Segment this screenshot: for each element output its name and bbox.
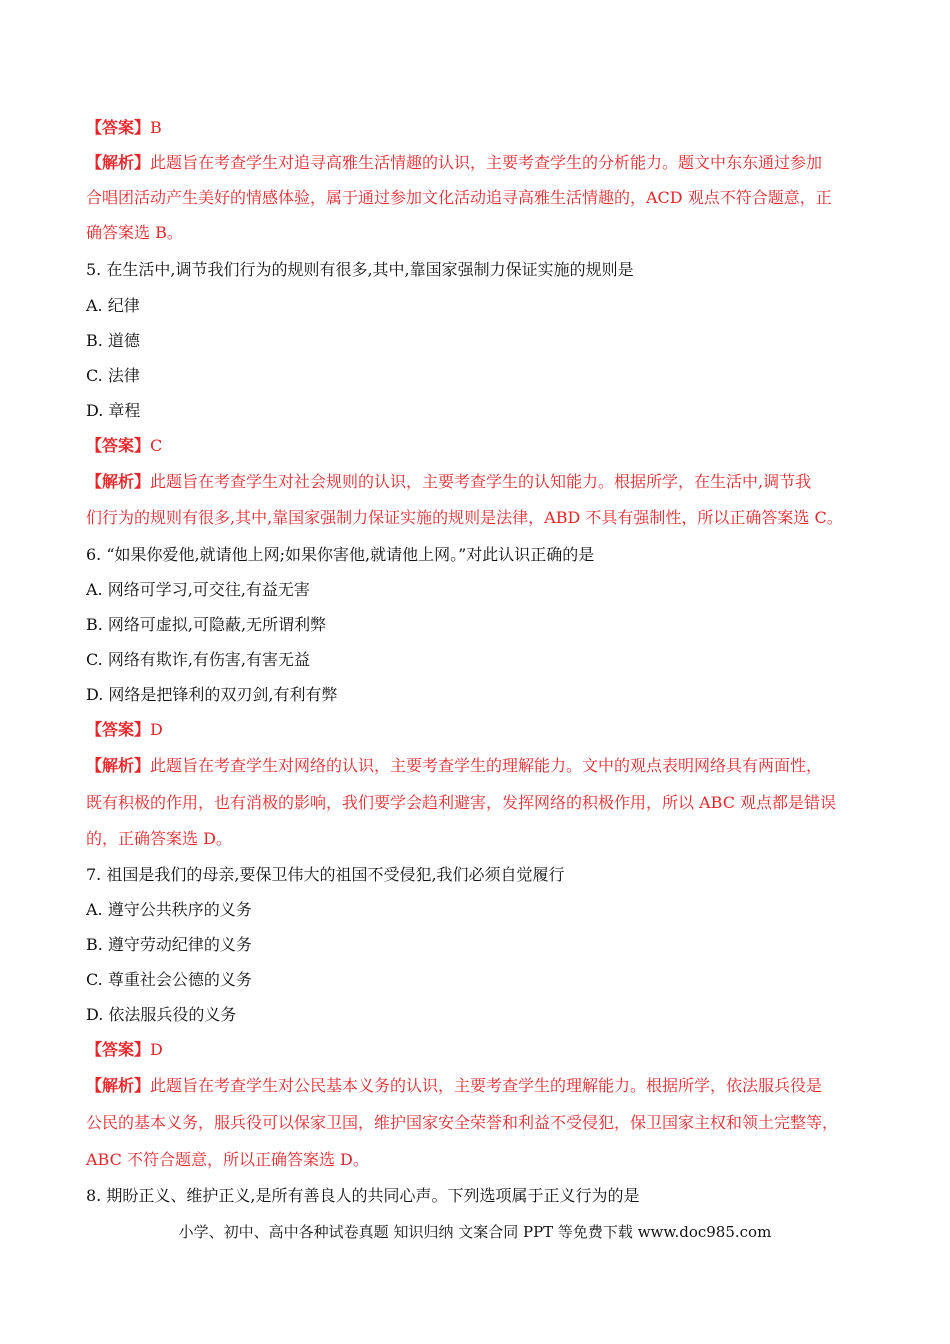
q7-option-d: D. 依法服兵役的义务 [86, 1005, 237, 1024]
q7-option-b: B. 遵守劳动纪律的义务 [86, 935, 252, 954]
answer-value: D [150, 1040, 163, 1059]
q6-analysis-line-1 [86, 756, 866, 776]
q5-option-c: C. 法律 [86, 366, 140, 385]
answer-value: D [150, 720, 163, 739]
q6-option-d: D. 网络是把锋利的双刃剑,有利有弊 [86, 685, 338, 704]
q6-answer-line [86, 720, 866, 740]
q7-analysis-line-3: ABC 不符合题意，所以正确答案选 D。 [86, 1150, 369, 1169]
q7-option-c: C. 尊重社会公德的义务 [86, 970, 252, 989]
answer-value: C [150, 436, 163, 455]
q4-analysis-line-1 [86, 153, 866, 173]
answer-value: B [150, 118, 162, 137]
q6-analysis-line-2: 既有积极的作用，也有消极的影响，我们要学会趋利避害，发挥网络的积极作用，所以 ABC 观点都是错误 [86, 793, 837, 812]
q5-answer-line [86, 436, 866, 456]
analysis-text: 此题旨在考查学生对社会规则的认识，主要考查学生的认知能力。根据所学，在生活中,调节我 [150, 472, 812, 491]
q5-option-d: D. 章程 [86, 401, 141, 420]
q7-analysis-line-1 [86, 1076, 866, 1096]
answer-tag: 【答案】 [86, 436, 151, 455]
analysis-text: 此题旨在考查学生对网络的认识，主要考查学生的理解能力。文中的观点表明网络具有两面性， [150, 756, 823, 775]
q4-analysis-line-3: 确答案选 B。 [86, 223, 183, 242]
q7-answer-line [86, 1040, 866, 1060]
analysis-text: 此题旨在考查学生对公民基本义务的认识，主要考查学生的理解能力。根据所学，依法服兵役是 [150, 1076, 823, 1095]
answer-tag: 【答案】 [86, 1040, 151, 1059]
q7-analysis-line-2: 公民的基本义务，服兵役可以保家卫国，维护国家安全荣誉和利益不受侵犯，保卫国家主权和领土完整等， [86, 1113, 839, 1132]
q5-option-a: A. 纪律 [86, 296, 140, 315]
analysis-text: 此题旨在考查学生对追寻高雅生活情趣的认识，主要考查学生的分析能力。题文中东东通过参加 [150, 153, 823, 172]
q4-answer-line [86, 118, 866, 138]
q6-stem: 6. “如果你爱他,就请他上网;如果你害他,就请他上网。”对此认识正确的是 [86, 545, 595, 564]
q8-stem: 8. 期盼正义、维护正义,是所有善良人的共同心声。下列选项属于正义行为的是 [86, 1186, 640, 1205]
q6-option-a: A. 网络可学习,可交往,有益无害 [86, 580, 310, 599]
q5-analysis-line-2: 们行为的规则有很多,其中,靠国家强制力保证实施的规则是法律，ABD 不具有强制性，所以正确答案选 C。 [86, 508, 843, 527]
analysis-tag: 【解析】 [86, 1076, 151, 1095]
q7-option-a: A. 遵守公共秩序的义务 [86, 900, 252, 919]
q7-stem: 7. 祖国是我们的母亲,要保卫伟大的祖国不受侵犯,我们必须自觉履行 [86, 865, 565, 884]
page-footer: 小学、初中、高中各种试卷真题 知识归纳 文案合同 PPT 等免费下载 www.doc985.com [178, 1223, 772, 1241]
analysis-tag: 【解析】 [86, 756, 151, 775]
q5-option-b: B. 道德 [86, 331, 140, 350]
q5-analysis-line-1 [86, 472, 866, 492]
q4-analysis-line-2: 合唱团活动产生美好的情感体验，属于通过参加文化活动追寻高雅生活情趣的，ACD 观点不符合题意，正 [86, 188, 832, 207]
answer-tag: 【答案】 [86, 720, 151, 739]
q5-stem: 5. 在生活中,调节我们行为的规则有很多,其中,靠国家强制力保证实施的规则是 [86, 260, 634, 279]
analysis-tag: 【解析】 [86, 153, 151, 172]
answer-tag: 【答案】 [86, 118, 151, 137]
q6-option-b: B. 网络可虚拟,可隐蔽,无所谓利弊 [86, 615, 327, 634]
q6-option-c: C. 网络有欺诈,有伤害,有害无益 [86, 650, 311, 669]
analysis-tag: 【解析】 [86, 472, 151, 491]
q6-analysis-line-3: 的，正确答案选 D。 [86, 829, 232, 848]
